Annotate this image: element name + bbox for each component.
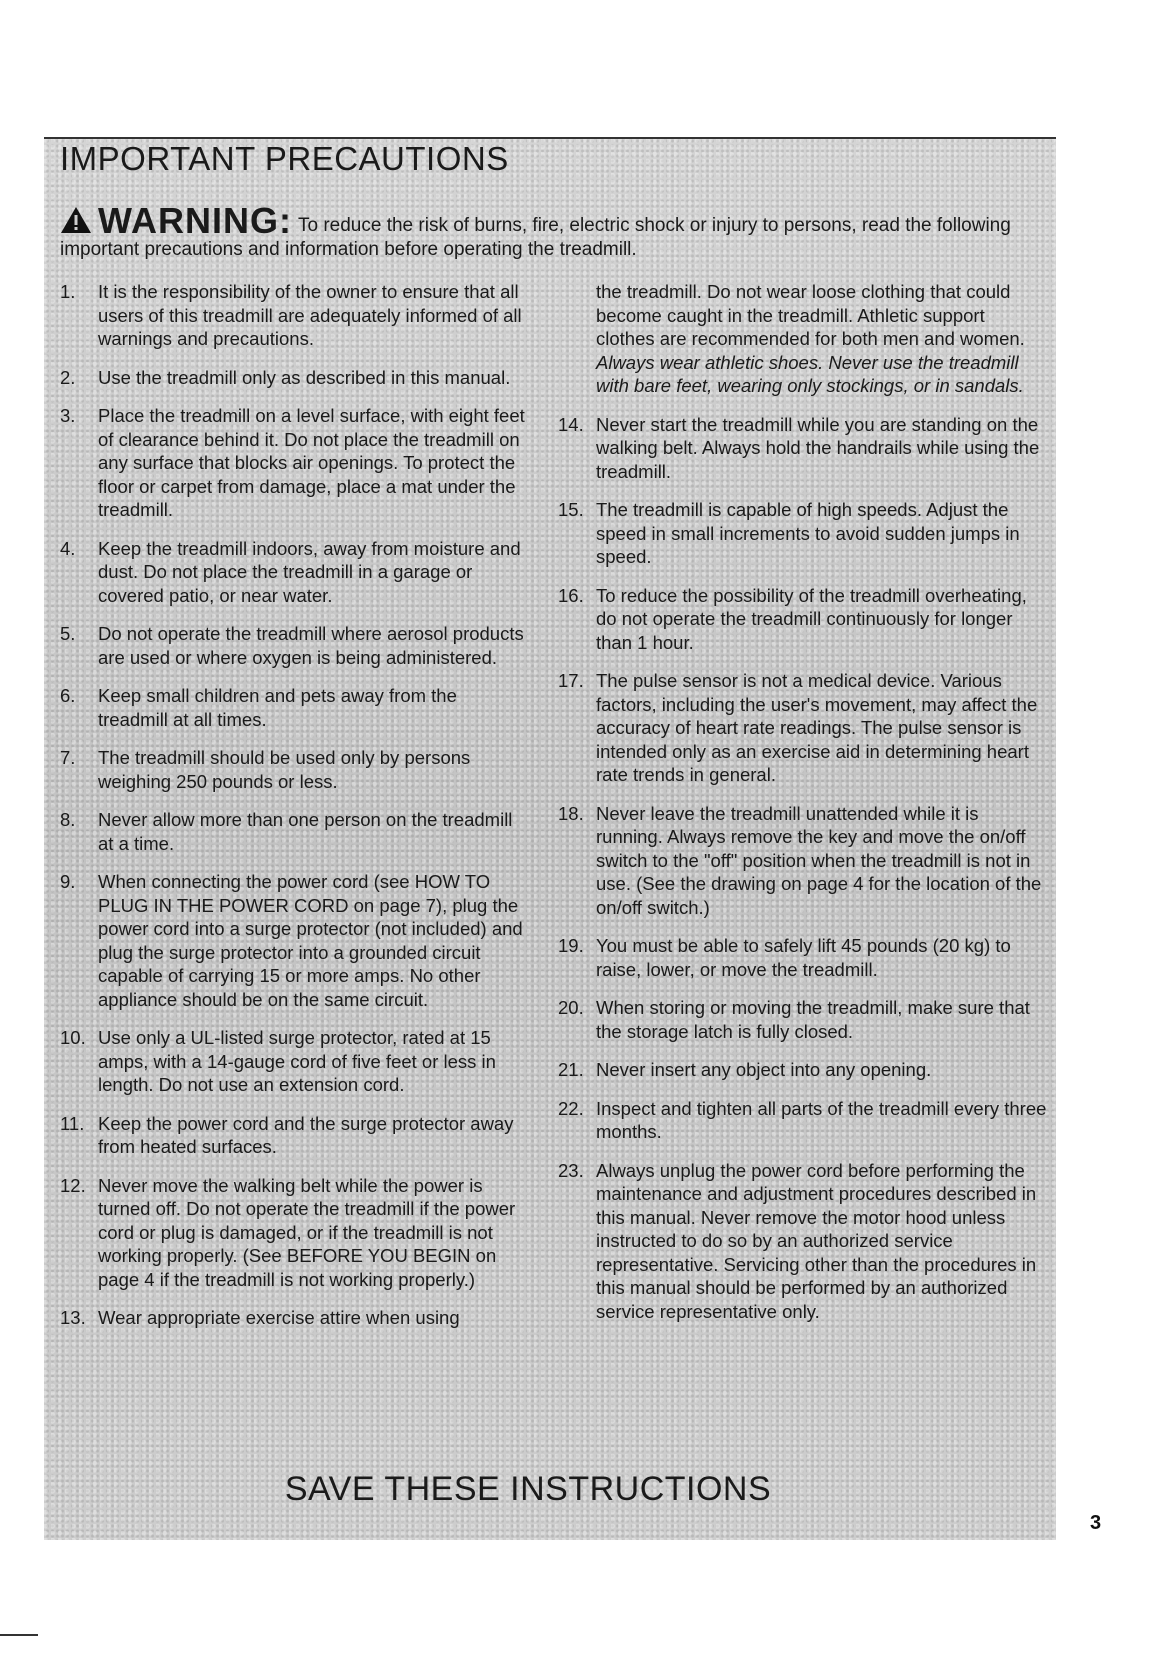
item-number: 14.: [558, 413, 584, 435]
precaution-item: [558, 498, 1048, 569]
warning-triangle-icon: [60, 206, 92, 234]
item-text: You must be able to safely lift 45 pounds (20 kg) to raise, lower, or move the treadmill.: [596, 935, 1011, 980]
item-text: Never start the treadmill while you are standing on the walking belt. Always hold the handrails while using the treadmill.: [596, 413, 1040, 482]
item-text: Do not operate the treadmill where aerosol products are used or where oxygen is being administered.: [98, 623, 524, 668]
item-text: Keep the treadmill indoors, away from moisture and dust. Do not place the treadmill in a garage or covered patio, or near water.: [98, 537, 521, 606]
item-number: 18.: [558, 802, 584, 824]
item-text: Inspect and tighten all parts of the treadmill every three months.: [596, 1097, 1047, 1142]
precaution-item: [558, 934, 1048, 981]
precaution-item: [558, 802, 1048, 920]
precaution-item: [60, 870, 530, 1011]
item-text: Keep small children and pets away from the treadmill at all times.: [98, 685, 457, 730]
precaution-item: [60, 746, 530, 793]
precaution-item: [558, 1058, 1048, 1082]
item-number: 22.: [558, 1097, 584, 1119]
item-number: 13.: [60, 1307, 86, 1328]
item-text: Place the treadmill on a level surface, with eight feet of clearance behind it. Do not place the treadmill on any surface that blocks air openings. To protect the floor or carpet from damage, place a mat under the treadmill.: [98, 405, 525, 520]
item-number: 3.: [60, 405, 76, 426]
margin-rule: [0, 1634, 38, 1636]
item-number: 19.: [558, 935, 584, 956]
item-number: 16.: [558, 584, 584, 606]
precaution-item: [60, 366, 530, 390]
precautions-left-column: [60, 280, 530, 1345]
item-text: Wear appropriate exercise attire when using: [98, 1307, 460, 1328]
precaution-item: [60, 1026, 530, 1097]
warning-text: To reduce the risk of burns, fire, electric shock or injury to persons, read the following important precautions and information before operating the treadmill.: [60, 215, 1011, 260]
item-text: When storing or moving the treadmill, make sure that the storage latch is fully closed.: [596, 997, 1030, 1042]
item-number: 15.: [558, 499, 584, 520]
precaution-item: [60, 280, 530, 351]
warning-label: WARNING:: [98, 200, 292, 241]
item-text: Keep the power cord and the surge protector away from heated surfaces.: [98, 1112, 514, 1157]
precaution-item: [60, 1112, 530, 1159]
item-text: Never leave the treadmill unattended while it is running. Always remove the key and move the on/off switch to the "off" position when the treadmill is not in use. (See the drawing on page 4 for the location of the on/off switch.): [596, 802, 1042, 918]
precaution-item: [60, 622, 530, 669]
precaution-item: [558, 996, 1048, 1043]
precaution-item: [558, 1159, 1048, 1324]
continuation-text: the treadmill. Do not wear loose clothing that could become caught in the treadmill. Athletic support clothes are recommended for both men and women.: [596, 281, 1025, 349]
item-text: When connecting the power cord (see HOW TO PLUG IN THE POWER CORD on page 7), plug the power cord into a surge protector (not included) and plug the surge protector into a grounded circuit capable of carrying 15 or more amps. No other appliance should be on the same circuit.: [98, 871, 523, 1010]
item-text: Use the treadmill only as described in this manual.: [98, 366, 511, 388]
item-text: Never insert any object into any opening.: [596, 1059, 932, 1080]
precaution-item: [60, 404, 530, 522]
item-text: Use only a UL-listed surge protector, rated at 15 amps, with a 14-gauge cord of five feet or less in length. Do not use an extension cord.: [98, 1027, 496, 1095]
precaution-item: [558, 413, 1048, 484]
item-number: 17.: [558, 670, 584, 691]
item-number: 5.: [60, 623, 76, 644]
page-number: 3: [1090, 1512, 1102, 1534]
item-text: Never allow more than one person on the treadmill at a time.: [98, 809, 513, 854]
item-number: 10.: [60, 1027, 86, 1048]
item-number: 8.: [60, 809, 76, 830]
item-number: 7.: [60, 747, 76, 768]
item-number: 4.: [60, 537, 76, 559]
precaution-item-continuation: [558, 280, 1048, 398]
item-number: 2.: [60, 366, 76, 388]
precaution-item: [558, 584, 1048, 655]
page-title: IMPORTANT PRECAUTIONS: [60, 140, 509, 177]
item-number: 20.: [558, 997, 584, 1018]
item-number: 9.: [60, 871, 76, 892]
precaution-item: [60, 1174, 530, 1292]
item-number: 12.: [60, 1174, 86, 1196]
item-number: 11.: [60, 1112, 85, 1134]
item-text: The pulse sensor is not a medical device. Various factors, including the user's movement, may affect the accuracy of heart rate readings. The pulse sensor is intended only as an exercise aid in determining heart rate trends in general.: [596, 670, 1038, 785]
warning-block: [60, 200, 1045, 262]
precaution-item: [60, 1306, 530, 1330]
precaution-item: [60, 537, 530, 608]
precaution-item: [60, 808, 530, 855]
precautions-right-column: [558, 280, 1048, 1338]
save-instructions-heading: SAVE THESE INSTRUCTIONS: [284, 1470, 772, 1508]
item-text: Always unplug the power cord before performing the maintenance and adjustment procedures described in this manual. Never remove the motor hood unless instructed to do so by an authorized service representative. Servicing other than the procedures in this manual should be performed by an authorized service representative only.: [596, 1159, 1037, 1322]
item-number: 21.: [558, 1059, 584, 1080]
item-text: The treadmill should be used only by persons weighing 250 pounds or less.: [98, 747, 471, 792]
item-text: To reduce the possibility of the treadmill overheating, do not operate the treadmill continuously for longer than 1 hour.: [596, 584, 1027, 653]
top-rule: [44, 137, 1056, 139]
item-number: 23.: [558, 1159, 584, 1181]
item-text: Never move the walking belt while the power is turned off. Do not operate the treadmill if the power cord or plug is damaged, or if the treadmill is not working properly. (See BEFORE YOU BEGIN on page 4 if the treadmill is not working properly.): [98, 1174, 516, 1290]
continuation-italic-text: Always wear athletic shoes. Never use the treadmill with bare feet, wearing only stockings, or in sandals.: [596, 351, 1024, 396]
precaution-item: [60, 684, 530, 731]
precaution-item: [558, 1097, 1048, 1144]
item-text: The treadmill is capable of high speeds. Adjust the speed in small increments to avoid sudden jumps in speed.: [596, 499, 1020, 567]
item-number: 6.: [60, 685, 76, 706]
precaution-item: [558, 669, 1048, 787]
item-number: 1.: [60, 281, 76, 302]
item-text: It is the responsibility of the owner to ensure that all users of this treadmill are adequately informed of all warnings and precautions.: [98, 281, 522, 349]
